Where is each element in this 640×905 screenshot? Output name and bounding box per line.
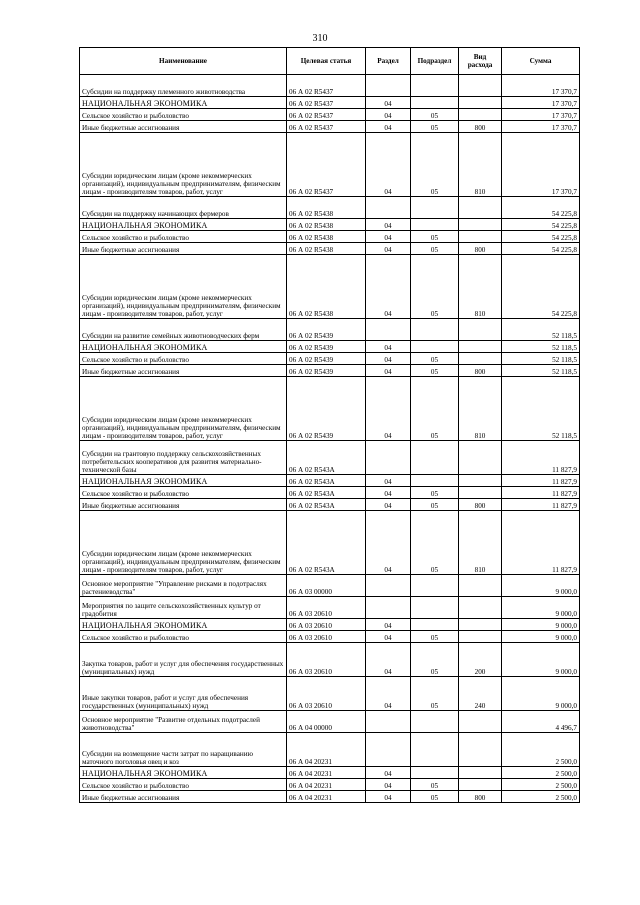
- cell-sum: 52 118,5: [502, 319, 580, 341]
- cell-subsection: [411, 597, 459, 619]
- table-row: [80, 219, 580, 231]
- cell-target-article: 06 А 02 R5438: [287, 197, 366, 219]
- cell-sum: 9 000,0: [502, 631, 580, 643]
- cell-section: [366, 441, 411, 475]
- table-row: [80, 97, 580, 109]
- cell-name: Субсидии юридическим лицам (кроме некоммерческих организаций), индивидуальным предпринимателям, физическим лицам - производителям товаров, работ, услуг: [80, 511, 287, 575]
- cell-subsection: [411, 75, 459, 97]
- table-row: [80, 255, 580, 319]
- cell-section: 04: [366, 243, 411, 255]
- cell-sum: 17 370,7: [502, 75, 580, 97]
- cell-name: НАЦИОНАЛЬНАЯ ЭКОНОМИКА: [80, 767, 287, 779]
- cell-expense-type: 810: [459, 377, 502, 441]
- cell-sum: 11 827,9: [502, 475, 580, 487]
- cell-subsection: [411, 619, 459, 631]
- cell-section: 04: [366, 365, 411, 377]
- cell-target-article: 06 А 02 R543A: [287, 487, 366, 499]
- table-row: [80, 475, 580, 487]
- cell-sum: 11 827,9: [502, 441, 580, 475]
- cell-target-article: 06 А 02 R543A: [287, 499, 366, 511]
- table-row: [80, 575, 580, 597]
- cell-name: Субсидии на поддержку племенного животноводства: [80, 75, 287, 97]
- cell-name: НАЦИОНАЛЬНАЯ ЭКОНОМИКА: [80, 619, 287, 631]
- cell-target-article: 06 А 04 20231: [287, 767, 366, 779]
- cell-target-article: 06 А 03 20610: [287, 619, 366, 631]
- cell-section: 04: [366, 499, 411, 511]
- cell-subsection: [411, 575, 459, 597]
- cell-subsection: 05: [411, 255, 459, 319]
- table-row: [80, 619, 580, 631]
- cell-expense-type: [459, 487, 502, 499]
- cell-sum: 4 496,7: [502, 711, 580, 733]
- cell-name: Основное мероприятие "Развитие отдельных подотраслей животноводства": [80, 711, 287, 733]
- cell-sum: 11 827,9: [502, 511, 580, 575]
- cell-name: Сельское хозяйство и рыболовство: [80, 109, 287, 121]
- cell-sum: 52 118,5: [502, 377, 580, 441]
- cell-expense-type: 800: [459, 243, 502, 255]
- cell-sum: 54 225,8: [502, 243, 580, 255]
- cell-name: Иные бюджетные ассигнования: [80, 499, 287, 511]
- cell-section: [366, 197, 411, 219]
- cell-name: Субсидии юридическим лицам (кроме некоммерческих организаций), индивидуальным предпринимателям, физическим лицам - производителям товаров, работ, услуг: [80, 377, 287, 441]
- cell-name: Иные бюджетные ассигнования: [80, 243, 287, 255]
- cell-sum: 11 827,9: [502, 499, 580, 511]
- table-row: [80, 377, 580, 441]
- cell-expense-type: 200: [459, 643, 502, 677]
- cell-expense-type: [459, 341, 502, 353]
- table-row: [80, 779, 580, 791]
- cell-expense-type: [459, 441, 502, 475]
- cell-subsection: 05: [411, 779, 459, 791]
- cell-section: 04: [366, 487, 411, 499]
- header-sum: Сумма: [502, 48, 580, 75]
- cell-subsection: 05: [411, 121, 459, 133]
- table-row: [80, 365, 580, 377]
- cell-target-article: 06 А 02 R543A: [287, 511, 366, 575]
- budget-table: [79, 47, 580, 803]
- cell-expense-type: 240: [459, 677, 502, 711]
- header-name: Наименование: [80, 48, 287, 75]
- cell-subsection: [411, 97, 459, 109]
- cell-target-article: 06 А 02 R5438: [287, 255, 366, 319]
- cell-expense-type: 810: [459, 133, 502, 197]
- cell-name: Иные бюджетные ассигнования: [80, 365, 287, 377]
- cell-expense-type: 800: [459, 121, 502, 133]
- cell-expense-type: 810: [459, 255, 502, 319]
- cell-sum: 11 827,9: [502, 487, 580, 499]
- table-row: [80, 441, 580, 475]
- cell-expense-type: [459, 219, 502, 231]
- table-body: [80, 75, 580, 803]
- cell-name: НАЦИОНАЛЬНАЯ ЭКОНОМИКА: [80, 219, 287, 231]
- cell-expense-type: [459, 231, 502, 243]
- cell-section: [366, 75, 411, 97]
- cell-name: Иные закупки товаров, работ и услуг для обеспечения государственных (муниципальных) нужд: [80, 677, 287, 711]
- cell-section: 04: [366, 255, 411, 319]
- cell-subsection: [411, 441, 459, 475]
- cell-name: Основное мероприятие "Управление рисками в подотраслях растениеводства": [80, 575, 287, 597]
- cell-expense-type: [459, 575, 502, 597]
- table-row: [80, 677, 580, 711]
- cell-section: [366, 597, 411, 619]
- cell-section: 04: [366, 677, 411, 711]
- cell-target-article: 06 А 02 R5438: [287, 231, 366, 243]
- cell-expense-type: [459, 75, 502, 97]
- cell-section: 04: [366, 475, 411, 487]
- cell-subsection: [411, 475, 459, 487]
- cell-section: 04: [366, 219, 411, 231]
- cell-subsection: 05: [411, 133, 459, 197]
- cell-section: 04: [366, 231, 411, 243]
- cell-target-article: 06 А 04 20231: [287, 779, 366, 791]
- table-row: [80, 231, 580, 243]
- cell-name: Иные бюджетные ассигнования: [80, 791, 287, 803]
- cell-subsection: 05: [411, 677, 459, 711]
- cell-target-article: 06 А 03 20610: [287, 631, 366, 643]
- cell-expense-type: [459, 97, 502, 109]
- cell-sum: 52 118,5: [502, 353, 580, 365]
- cell-section: [366, 711, 411, 733]
- cell-sum: 9 000,0: [502, 643, 580, 677]
- cell-target-article: 06 А 02 R5439: [287, 353, 366, 365]
- cell-name: Субсидии на развитие семейных животноводческих ферм: [80, 319, 287, 341]
- cell-subsection: [411, 219, 459, 231]
- cell-expense-type: [459, 619, 502, 631]
- cell-expense-type: [459, 475, 502, 487]
- table-row: [80, 499, 580, 511]
- cell-sum: 17 370,7: [502, 133, 580, 197]
- table-header-row: [80, 48, 580, 75]
- cell-target-article: 06 А 03 00000: [287, 575, 366, 597]
- cell-subsection: 05: [411, 109, 459, 121]
- cell-sum: 54 225,8: [502, 197, 580, 219]
- cell-subsection: 05: [411, 231, 459, 243]
- cell-target-article: 06 А 02 R543A: [287, 475, 366, 487]
- table-row: [80, 791, 580, 803]
- cell-subsection: 05: [411, 511, 459, 575]
- table-row: [80, 353, 580, 365]
- cell-expense-type: 800: [459, 365, 502, 377]
- cell-target-article: 06 А 04 00000: [287, 711, 366, 733]
- cell-subsection: 05: [411, 243, 459, 255]
- header-target-article: Целевая статья: [287, 48, 366, 75]
- cell-target-article: 06 А 02 R543A: [287, 441, 366, 475]
- cell-subsection: [411, 341, 459, 353]
- cell-target-article: 06 А 02 R5439: [287, 377, 366, 441]
- cell-name: НАЦИОНАЛЬНАЯ ЭКОНОМИКА: [80, 475, 287, 487]
- cell-sum: 2 500,0: [502, 767, 580, 779]
- cell-target-article: 06 А 04 20231: [287, 733, 366, 767]
- cell-expense-type: [459, 733, 502, 767]
- cell-section: 04: [366, 767, 411, 779]
- cell-name: НАЦИОНАЛЬНАЯ ЭКОНОМИКА: [80, 97, 287, 109]
- cell-name: Мероприятия по защите сельскохозяйственных культур от градобития: [80, 597, 287, 619]
- cell-expense-type: 800: [459, 791, 502, 803]
- header-expense-type: Вид расхода: [459, 48, 502, 75]
- table-row: [80, 341, 580, 353]
- table-row: [80, 197, 580, 219]
- cell-section: 04: [366, 341, 411, 353]
- table-row: [80, 511, 580, 575]
- cell-name: Сельское хозяйство и рыболовство: [80, 779, 287, 791]
- cell-expense-type: [459, 767, 502, 779]
- cell-subsection: [411, 767, 459, 779]
- cell-target-article: 06 А 03 20610: [287, 643, 366, 677]
- cell-sum: 54 225,8: [502, 219, 580, 231]
- cell-sum: 17 370,7: [502, 109, 580, 121]
- cell-expense-type: [459, 631, 502, 643]
- cell-target-article: 06 А 02 R5438: [287, 219, 366, 231]
- cell-sum: 52 118,5: [502, 341, 580, 353]
- header-subsection: Подраздел: [411, 48, 459, 75]
- table-row: [80, 487, 580, 499]
- cell-name: Субсидии юридическим лицам (кроме некоммерческих организаций), индивидуальным предпринимателям, физическим лицам - производителям товаров, работ, услуг: [80, 133, 287, 197]
- cell-subsection: 05: [411, 353, 459, 365]
- cell-expense-type: 800: [459, 499, 502, 511]
- cell-sum: 9 000,0: [502, 677, 580, 711]
- cell-subsection: [411, 197, 459, 219]
- cell-name: Субсидии на грантовую поддержку сельскохозяйственных потребительских кооперативов для развития материально-технической базы: [80, 441, 287, 475]
- cell-target-article: 06 А 02 R5438: [287, 243, 366, 255]
- cell-subsection: 05: [411, 631, 459, 643]
- cell-section: 04: [366, 377, 411, 441]
- cell-target-article: 06 А 03 20610: [287, 677, 366, 711]
- cell-target-article: 06 А 02 R5437: [287, 75, 366, 97]
- cell-name: Закупка товаров, работ и услуг для обеспечения государственных (муниципальных) нужд: [80, 643, 287, 677]
- cell-expense-type: [459, 319, 502, 341]
- cell-section: 04: [366, 121, 411, 133]
- cell-expense-type: [459, 711, 502, 733]
- table-row: [80, 121, 580, 133]
- cell-section: 04: [366, 643, 411, 677]
- cell-section: 04: [366, 97, 411, 109]
- cell-sum: 54 225,8: [502, 255, 580, 319]
- table-row: [80, 133, 580, 197]
- cell-section: 04: [366, 779, 411, 791]
- cell-section: 04: [366, 619, 411, 631]
- cell-expense-type: [459, 353, 502, 365]
- cell-target-article: 06 А 04 20231: [287, 791, 366, 803]
- table-row: [80, 597, 580, 619]
- cell-target-article: 06 А 02 R5437: [287, 121, 366, 133]
- cell-expense-type: [459, 109, 502, 121]
- table-row: [80, 711, 580, 733]
- cell-sum: 9 000,0: [502, 597, 580, 619]
- cell-section: 04: [366, 631, 411, 643]
- cell-subsection: 05: [411, 791, 459, 803]
- table-row: [80, 767, 580, 779]
- table-row: [80, 631, 580, 643]
- table-row: [80, 243, 580, 255]
- cell-subsection: 05: [411, 377, 459, 441]
- cell-name: Субсидии юридическим лицам (кроме некоммерческих организаций), индивидуальным предпринимателям, физическим лицам - производителям товаров, работ, услуг: [80, 255, 287, 319]
- cell-subsection: 05: [411, 365, 459, 377]
- cell-subsection: [411, 733, 459, 767]
- cell-subsection: [411, 319, 459, 341]
- cell-name: Сельское хозяйство и рыболовство: [80, 353, 287, 365]
- cell-target-article: 06 А 02 R5437: [287, 109, 366, 121]
- cell-sum: 9 000,0: [502, 575, 580, 597]
- cell-name: Субсидии на возмещение части затрат по наращиванию маточного поголовья овец и коз: [80, 733, 287, 767]
- cell-sum: 9 000,0: [502, 619, 580, 631]
- cell-sum: 2 500,0: [502, 791, 580, 803]
- cell-target-article: 06 А 03 20610: [287, 597, 366, 619]
- cell-target-article: 06 А 02 R5439: [287, 365, 366, 377]
- page-number: 310: [312, 33, 328, 44]
- cell-section: [366, 575, 411, 597]
- cell-target-article: 06 А 02 R5439: [287, 341, 366, 353]
- cell-subsection: [411, 711, 459, 733]
- cell-name: Сельское хозяйство и рыболовство: [80, 231, 287, 243]
- table-row: [80, 75, 580, 97]
- cell-target-article: 06 А 02 R5439: [287, 319, 366, 341]
- cell-expense-type: 810: [459, 511, 502, 575]
- cell-sum: 54 225,8: [502, 231, 580, 243]
- cell-section: 04: [366, 353, 411, 365]
- cell-section: 04: [366, 109, 411, 121]
- cell-name: Иные бюджетные ассигнования: [80, 121, 287, 133]
- cell-expense-type: [459, 597, 502, 619]
- table-row: [80, 643, 580, 677]
- header-section: Раздел: [366, 48, 411, 75]
- cell-section: 04: [366, 133, 411, 197]
- cell-sum: 2 500,0: [502, 779, 580, 791]
- cell-section: [366, 733, 411, 767]
- cell-name: НАЦИОНАЛЬНАЯ ЭКОНОМИКА: [80, 341, 287, 353]
- cell-section: [366, 319, 411, 341]
- cell-target-article: 06 А 02 R5437: [287, 133, 366, 197]
- cell-sum: 52 118,5: [502, 365, 580, 377]
- cell-sum: 17 370,7: [502, 121, 580, 133]
- cell-section: 04: [366, 511, 411, 575]
- cell-expense-type: [459, 779, 502, 791]
- cell-sum: 2 500,0: [502, 733, 580, 767]
- table-row: [80, 319, 580, 341]
- cell-name: Субсидии на поддержку начинающих фермеров: [80, 197, 287, 219]
- table-row: [80, 109, 580, 121]
- cell-target-article: 06 А 02 R5437: [287, 97, 366, 109]
- cell-name: Сельское хозяйство и рыболовство: [80, 631, 287, 643]
- cell-name: Сельское хозяйство и рыболовство: [80, 487, 287, 499]
- cell-sum: 17 370,7: [502, 97, 580, 109]
- cell-subsection: 05: [411, 643, 459, 677]
- cell-subsection: 05: [411, 499, 459, 511]
- table-row: [80, 733, 580, 767]
- cell-subsection: 05: [411, 487, 459, 499]
- cell-expense-type: [459, 197, 502, 219]
- cell-section: 04: [366, 791, 411, 803]
